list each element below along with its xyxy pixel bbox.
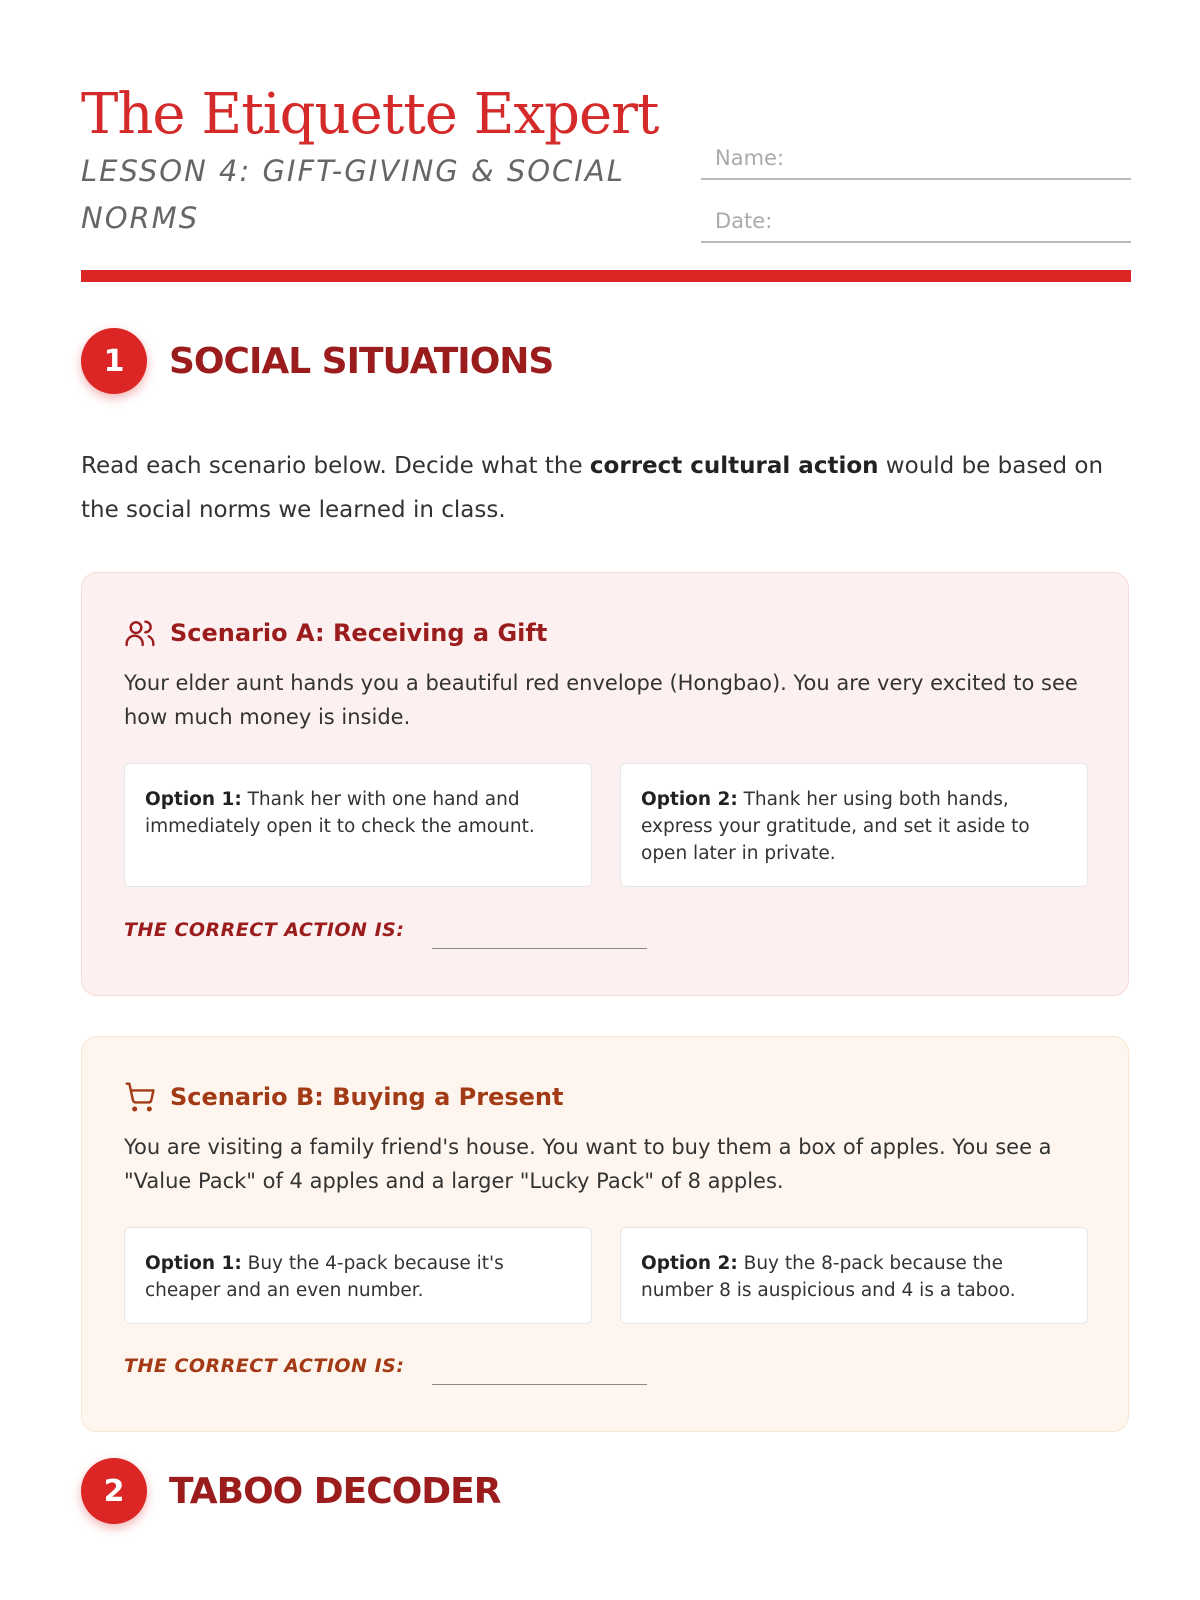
- intro-emphasis: correct cultural action: [589, 453, 879, 479]
- option-text: Buy the 8-pack because the number 8 is auspicious and 4 is a taboo.: [641, 1253, 1016, 1301]
- worksheet-header: [81, 0, 1131, 285]
- option-text: Thank her with one hand and immediately open it to check the amount.: [145, 789, 535, 837]
- scenario-b-description: You are visiting a family friend's house. You want to buy them a box of apples. You see a "Value Pack" of 4 apples and a larger "Lucky Pack" of 8 apples.: [124, 1135, 1052, 1193]
- scenario-b-card: [81, 1036, 1129, 1432]
- section-number-badge: 1: [81, 328, 147, 394]
- section-title: TABOO DECODER: [169, 1470, 501, 1512]
- header-divider: [81, 270, 1131, 282]
- scenario-a-card: [81, 572, 1129, 996]
- scenario-a-title: [124, 617, 547, 649]
- scenario-a-option-1[interactable]: [124, 763, 592, 887]
- name-field[interactable]: [701, 134, 1131, 180]
- scenario-b-option-1[interactable]: [124, 1227, 592, 1324]
- section-title: SOCIAL SITUATIONS: [169, 340, 554, 382]
- scenario-title-text: Scenario A: Receiving a Gift: [170, 619, 548, 647]
- shopping-cart-icon: [124, 1081, 156, 1113]
- scenario-a-option-2[interactable]: [620, 763, 1088, 887]
- section-2-header: [81, 1458, 501, 1524]
- option-label: Option 1:: [145, 1253, 242, 1274]
- lesson-subtitle: LESSON 4: GIFT-GIVING & SOCIAL NORMS: [81, 154, 625, 235]
- scenario-a-answer: [124, 919, 647, 941]
- scenario-b-option-2[interactable]: [620, 1227, 1088, 1324]
- intro-text-end: would be based on the social norms we learned in class.: [81, 453, 1104, 523]
- section-number-badge: 2: [81, 1458, 147, 1524]
- scenario-a-description: Your elder aunt hands you a beautiful red envelope (Hongbao). You are very excited to see how much money is inside.: [124, 671, 1078, 729]
- intro-text: Read each scenario below. Decide what the: [81, 453, 590, 479]
- answer-label: THE CORRECT ACTION IS:: [124, 919, 405, 941]
- option-label: Option 1:: [145, 789, 242, 810]
- worksheet-page: [81, 0, 1131, 1512]
- option-text: Buy the 4-pack because it's cheaper and an even number.: [145, 1253, 504, 1301]
- worksheet-title: The Etiquette Expert: [81, 82, 659, 147]
- answer-blank[interactable]: [432, 1384, 647, 1385]
- option-label: Option 2:: [641, 789, 738, 810]
- users-icon: [124, 617, 156, 649]
- answer-blank[interactable]: [432, 948, 647, 949]
- scenario-b-answer: [124, 1355, 647, 1377]
- section-1-header: [81, 328, 553, 394]
- date-label: Date:: [715, 209, 773, 233]
- option-text: Thank her using both hands, express your gratitude, and set it aside to open later in private.: [641, 789, 1030, 864]
- scenario-title-text: Scenario B: Buying a Present: [170, 1083, 564, 1111]
- scenario-b-title: [124, 1081, 563, 1113]
- answer-label: THE CORRECT ACTION IS:: [124, 1355, 405, 1377]
- name-label: Name:: [715, 146, 785, 170]
- date-field[interactable]: [701, 197, 1131, 243]
- section-intro: [81, 444, 1131, 532]
- option-label: Option 2:: [641, 1253, 738, 1274]
